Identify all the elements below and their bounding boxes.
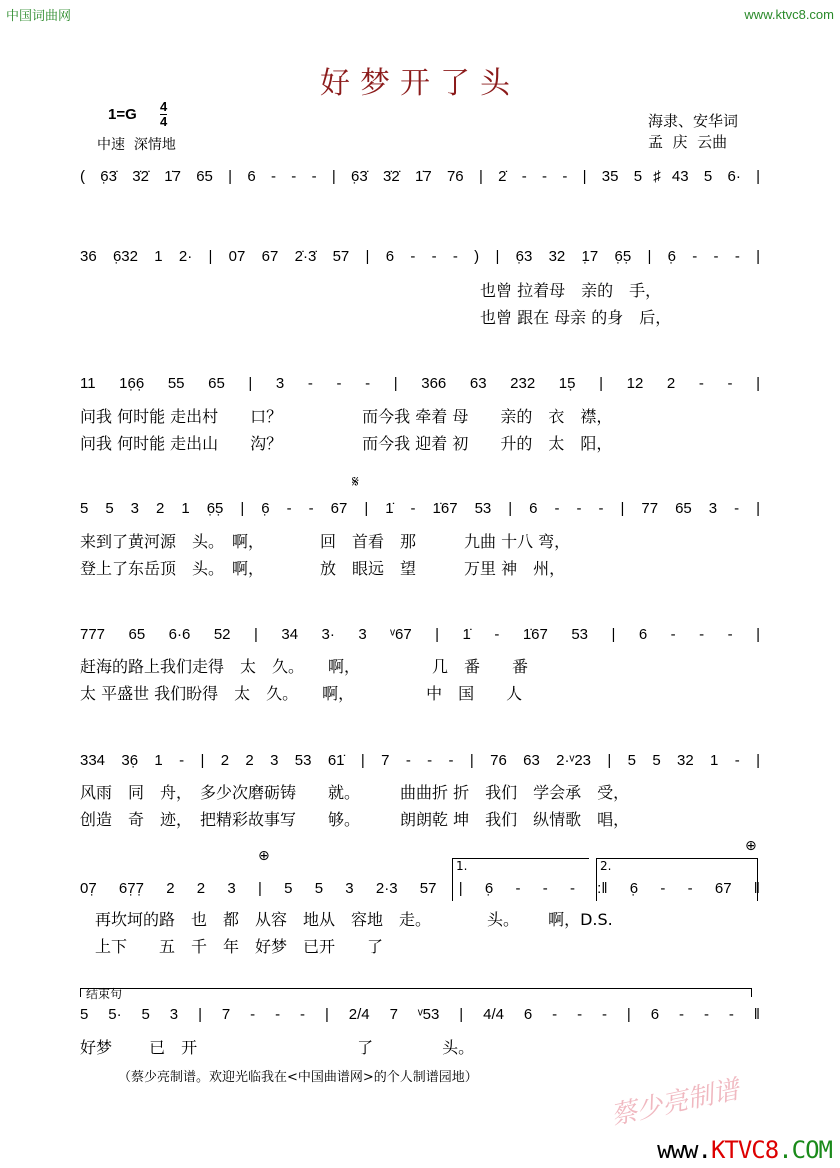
lyric-line: 上下 五 千 年 好梦 已开 了 — [95, 937, 384, 956]
lyric-line: 风雨 同 舟， 多少次磨砺铸 就。 曲曲折 折 我们 学会承 受， — [80, 783, 630, 802]
lyric-line: 也曾 拉着母 亲的 手， — [480, 281, 662, 300]
notation-line-6: 334 36̣ 1 - | 2 2 3 53 61̇ | 7 - - - | 76 63 2·ᵛ23 | 5 5 32 1 - | — [80, 752, 760, 769]
logo-part: KTVC8 — [710, 1136, 779, 1164]
lyric-line: 也曾 跟在 母亲 的身 后， — [480, 308, 672, 327]
site-logo[interactable] — [657, 1136, 832, 1164]
lyric-line: 好梦 已 开 了 头。 — [80, 1038, 475, 1057]
watermark: 蔡少亮制谱 — [608, 1074, 742, 1132]
lyric-line: 再坎坷的路 也 都 从容 地从 容地 走。 头。 啊，D.S. — [95, 910, 613, 929]
coda-sign: ⊕ — [258, 848, 270, 864]
segno-sign: 𝄋 — [352, 472, 359, 491]
song-title: 好梦开了头 — [320, 66, 520, 101]
tempo-marking: 中速 深情地 — [97, 137, 176, 153]
lyric-line: 问我 何时能 走出村 口？ 而今我 牵着 母 亲的 衣 襟， — [80, 407, 613, 426]
lyric-line: 来到了黄河源 头。 啊， 回 首看 那 九曲 十八 弯， — [80, 532, 571, 551]
footer-note: （蔡少亮制谱。欢迎光临我在<中国曲谱网>的个人制谱园地） — [118, 1070, 478, 1085]
site-name-left[interactable]: 中国词曲网 — [6, 9, 72, 24]
time-top: 4 — [160, 99, 168, 114]
notation-line-5: 777 65 6·6 52 | 34 3· 3 ᵛ67 | 1̇ - 1̇67 53 | 6 - - - | — [80, 626, 760, 643]
logo-part: www. — [657, 1136, 711, 1164]
lyric-line: 登上了东岳顶 头。 啊， 放 眼远 望 万里 神 州， — [80, 559, 566, 578]
site-url-right[interactable]: www.ktvc8.com — [744, 7, 834, 22]
ending-bracket — [80, 988, 752, 997]
logo-part: .COM — [778, 1136, 832, 1164]
volta-2-label: 2. — [600, 859, 612, 873]
key-signature: 1=G — [108, 106, 137, 123]
time-signature — [160, 100, 167, 129]
notation-line-7: 07̣ 67̣7̣ 2 2 3 | 5 5 3 2·3 57 | 6̣ - - - :‖ 6̣ - - 67 ‖ — [80, 880, 760, 897]
composer-credit: 孟 庆 云曲 — [648, 133, 728, 151]
lyricist-credit: 海隶、安华词 — [648, 112, 739, 130]
time-bottom: 4 — [160, 114, 168, 129]
notation-line-3: 11 16̣6̣ 55 65 | 3 - - - | 366 63 232 15̣ | 12 2 - - | — [80, 375, 760, 392]
notation-line-1: ( 6̣3̇ 3̇2̇ 1̇7 65 | 6 - - - | 6̣3̇ 3̇2̇ 1̇7 76 | 2̇ - - - | 35 5♯43 5 6· | — [80, 168, 760, 185]
volta-1-label: 1. — [456, 859, 468, 873]
lyric-line: 太 平盛世 我们盼得 太 久。 啊， 中 国 人 — [80, 684, 523, 703]
notation-line-8: 5 5· 5 3 | 7 - - - | 2/4 7 ᵛ53 | 4/4 6 - - - | 6 - - - ‖ — [80, 1006, 760, 1023]
lyric-line: 问我 何时能 走出山 沟？ 而今我 迎着 初 升的 太 阳， — [80, 434, 613, 453]
notation-line-2: 36 6̣32 1 2· | 07 67 2̇·3̇ 57 | 6 - - - ) | 6̣3 32 1̣7 6̣5̣ | 6̣ - - - | — [80, 248, 760, 265]
lyric-line: 赶海的路上我们走得 太 久。 啊， 几 番 番 — [80, 657, 529, 676]
lyric-line: 创造 奇 迹， 把精彩故事写 够。 朗朗乾 坤 我们 纵情歌 唱， — [80, 810, 630, 829]
coda-sign: ⊕ — [745, 838, 757, 854]
notation-line-4: 5 5 3 2 1 6̣5̣ | 6̣ - - 67 | 1̇ - 1̇67 53 | 6 - - - | 77 65 3 - | — [80, 500, 760, 517]
ending-label: 结束句 — [86, 987, 123, 1001]
